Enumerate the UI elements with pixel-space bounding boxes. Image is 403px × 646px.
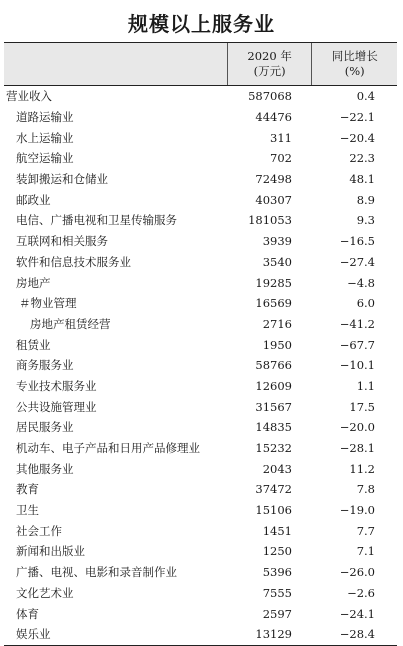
header-name-cell bbox=[4, 43, 227, 85]
table-row bbox=[4, 562, 397, 583]
page-title: 规模以上服务业 bbox=[128, 12, 275, 36]
row-value: 181053 bbox=[248, 213, 292, 228]
row-value: 37472 bbox=[255, 482, 292, 497]
table-row bbox=[4, 189, 397, 210]
row-name: 互联网和相关服务 bbox=[16, 234, 108, 249]
row-growth: −28.1 bbox=[339, 441, 375, 456]
row-name: 装卸搬运和仓储业 bbox=[16, 172, 108, 187]
table-row bbox=[4, 396, 397, 417]
row-growth: −67.7 bbox=[339, 337, 375, 352]
table-row bbox=[4, 583, 397, 604]
row-value: 40307 bbox=[255, 192, 292, 207]
row-growth: 7.8 bbox=[356, 482, 375, 497]
table-row bbox=[4, 169, 397, 190]
row-value: 15106 bbox=[255, 503, 292, 518]
row-growth: 0.4 bbox=[356, 89, 375, 104]
table-row bbox=[4, 500, 397, 521]
row-value: 3939 bbox=[262, 234, 292, 249]
row-growth: 7.1 bbox=[356, 544, 375, 559]
row-name: 软件和信息技术服务业 bbox=[16, 254, 131, 269]
row-growth: −22.1 bbox=[339, 110, 375, 125]
header-value-year: 2020 年 bbox=[247, 49, 292, 63]
table-body bbox=[4, 86, 397, 645]
row-name: 租赁业 bbox=[16, 337, 51, 352]
row-name: 娱乐业 bbox=[16, 627, 51, 642]
row-value: 16569 bbox=[255, 296, 292, 311]
row-value: 7555 bbox=[262, 585, 292, 600]
row-name: 广播、电视、电影和录音制作业 bbox=[16, 565, 177, 580]
row-name: 营业收入 bbox=[6, 89, 52, 104]
row-value: 15232 bbox=[255, 441, 292, 456]
header-value-cell bbox=[227, 43, 312, 85]
row-value: 2716 bbox=[262, 316, 292, 331]
row-growth: −24.1 bbox=[339, 606, 375, 621]
row-growth: −19.0 bbox=[339, 503, 375, 518]
row-growth: 7.7 bbox=[356, 523, 375, 538]
row-value: 72498 bbox=[255, 172, 292, 187]
table-row bbox=[4, 334, 397, 355]
table-row bbox=[4, 603, 397, 624]
row-value: 2597 bbox=[262, 606, 292, 621]
row-name: 水上运输业 bbox=[16, 130, 74, 145]
row-value: 1451 bbox=[262, 523, 292, 538]
row-value: 14835 bbox=[255, 420, 292, 435]
row-name: 其他服务业 bbox=[16, 461, 74, 476]
row-value: 5396 bbox=[262, 565, 292, 580]
table-row bbox=[4, 624, 397, 645]
row-value: 1250 bbox=[262, 544, 292, 559]
row-value: 587068 bbox=[248, 89, 292, 104]
row-name: 房地产 bbox=[16, 275, 51, 290]
row-name: 商务服务业 bbox=[16, 358, 74, 373]
row-value: 19285 bbox=[255, 275, 292, 290]
row-growth: −16.5 bbox=[339, 234, 375, 249]
row-growth: −26.0 bbox=[339, 565, 375, 580]
row-name: 教育 bbox=[16, 482, 39, 497]
table-row bbox=[4, 520, 397, 541]
row-name: 文化艺术业 bbox=[16, 585, 74, 600]
row-growth: 8.9 bbox=[356, 192, 375, 207]
row-growth: −4.8 bbox=[347, 275, 375, 290]
table-row bbox=[4, 231, 397, 252]
table-row bbox=[4, 148, 397, 169]
row-name: 邮政业 bbox=[16, 192, 51, 207]
row-growth: 17.5 bbox=[349, 399, 375, 414]
row-name: 居民服务业 bbox=[16, 420, 74, 435]
table-row bbox=[4, 479, 397, 500]
row-growth: 22.3 bbox=[349, 151, 375, 166]
table-row bbox=[4, 107, 397, 128]
table-row bbox=[4, 210, 397, 231]
row-growth: 11.2 bbox=[349, 461, 375, 476]
statistics-table bbox=[4, 42, 397, 646]
row-name: 公共设施管理业 bbox=[16, 399, 97, 414]
row-growth: 9.3 bbox=[356, 213, 375, 228]
table-row bbox=[4, 438, 397, 459]
table-row bbox=[4, 541, 397, 562]
row-value: 1950 bbox=[262, 337, 292, 352]
table-row bbox=[4, 355, 397, 376]
header-growth-unit: (%) bbox=[344, 64, 365, 78]
header-growth-cell bbox=[311, 43, 397, 85]
row-value: 3540 bbox=[262, 254, 292, 269]
row-name: 机动车、电子产品和日用产品修理业 bbox=[16, 441, 200, 456]
row-value: 311 bbox=[270, 130, 292, 145]
table-row bbox=[4, 86, 397, 107]
row-name: 体育 bbox=[16, 606, 39, 621]
row-name: 航空运输业 bbox=[16, 151, 74, 166]
table-row bbox=[4, 417, 397, 438]
row-growth: −27.4 bbox=[339, 254, 375, 269]
table-row bbox=[4, 293, 397, 314]
row-value: 12609 bbox=[255, 378, 292, 393]
table-row bbox=[4, 127, 397, 148]
row-growth: −41.2 bbox=[339, 316, 375, 331]
row-growth: 6.0 bbox=[356, 296, 375, 311]
header-growth-label: 同比增长 bbox=[331, 49, 378, 63]
row-name: 专业技术服务业 bbox=[16, 378, 97, 393]
row-value: 702 bbox=[270, 151, 292, 166]
row-name: 社会工作 bbox=[16, 523, 62, 538]
row-growth: −28.4 bbox=[339, 627, 375, 642]
row-value: 13129 bbox=[255, 627, 292, 642]
table-header bbox=[4, 43, 397, 86]
row-name: ＃物业管理 bbox=[19, 296, 77, 311]
row-growth: 1.1 bbox=[356, 378, 375, 393]
row-value: 44476 bbox=[255, 110, 292, 125]
table-row bbox=[4, 314, 397, 335]
row-value: 2043 bbox=[262, 461, 292, 476]
row-value: 58766 bbox=[255, 358, 292, 373]
header-value-unit: (万元) bbox=[253, 64, 286, 78]
row-growth: −10.1 bbox=[339, 358, 375, 373]
row-name: 卫生 bbox=[16, 503, 39, 518]
row-name: 房地产租赁经营 bbox=[30, 316, 111, 331]
row-value: 31567 bbox=[255, 399, 292, 414]
table-row bbox=[4, 376, 397, 397]
row-growth: −20.4 bbox=[339, 130, 375, 145]
row-growth: 48.1 bbox=[349, 172, 375, 187]
row-growth: −2.6 bbox=[347, 585, 375, 600]
row-name: 道路运输业 bbox=[16, 110, 74, 125]
table-row bbox=[4, 252, 397, 273]
row-name: 电信、广播电视和卫星传输服务 bbox=[16, 213, 177, 228]
table-row bbox=[4, 458, 397, 479]
row-name: 新闻和出版业 bbox=[16, 544, 85, 559]
table-row bbox=[4, 272, 397, 293]
row-growth: −20.0 bbox=[339, 420, 375, 435]
